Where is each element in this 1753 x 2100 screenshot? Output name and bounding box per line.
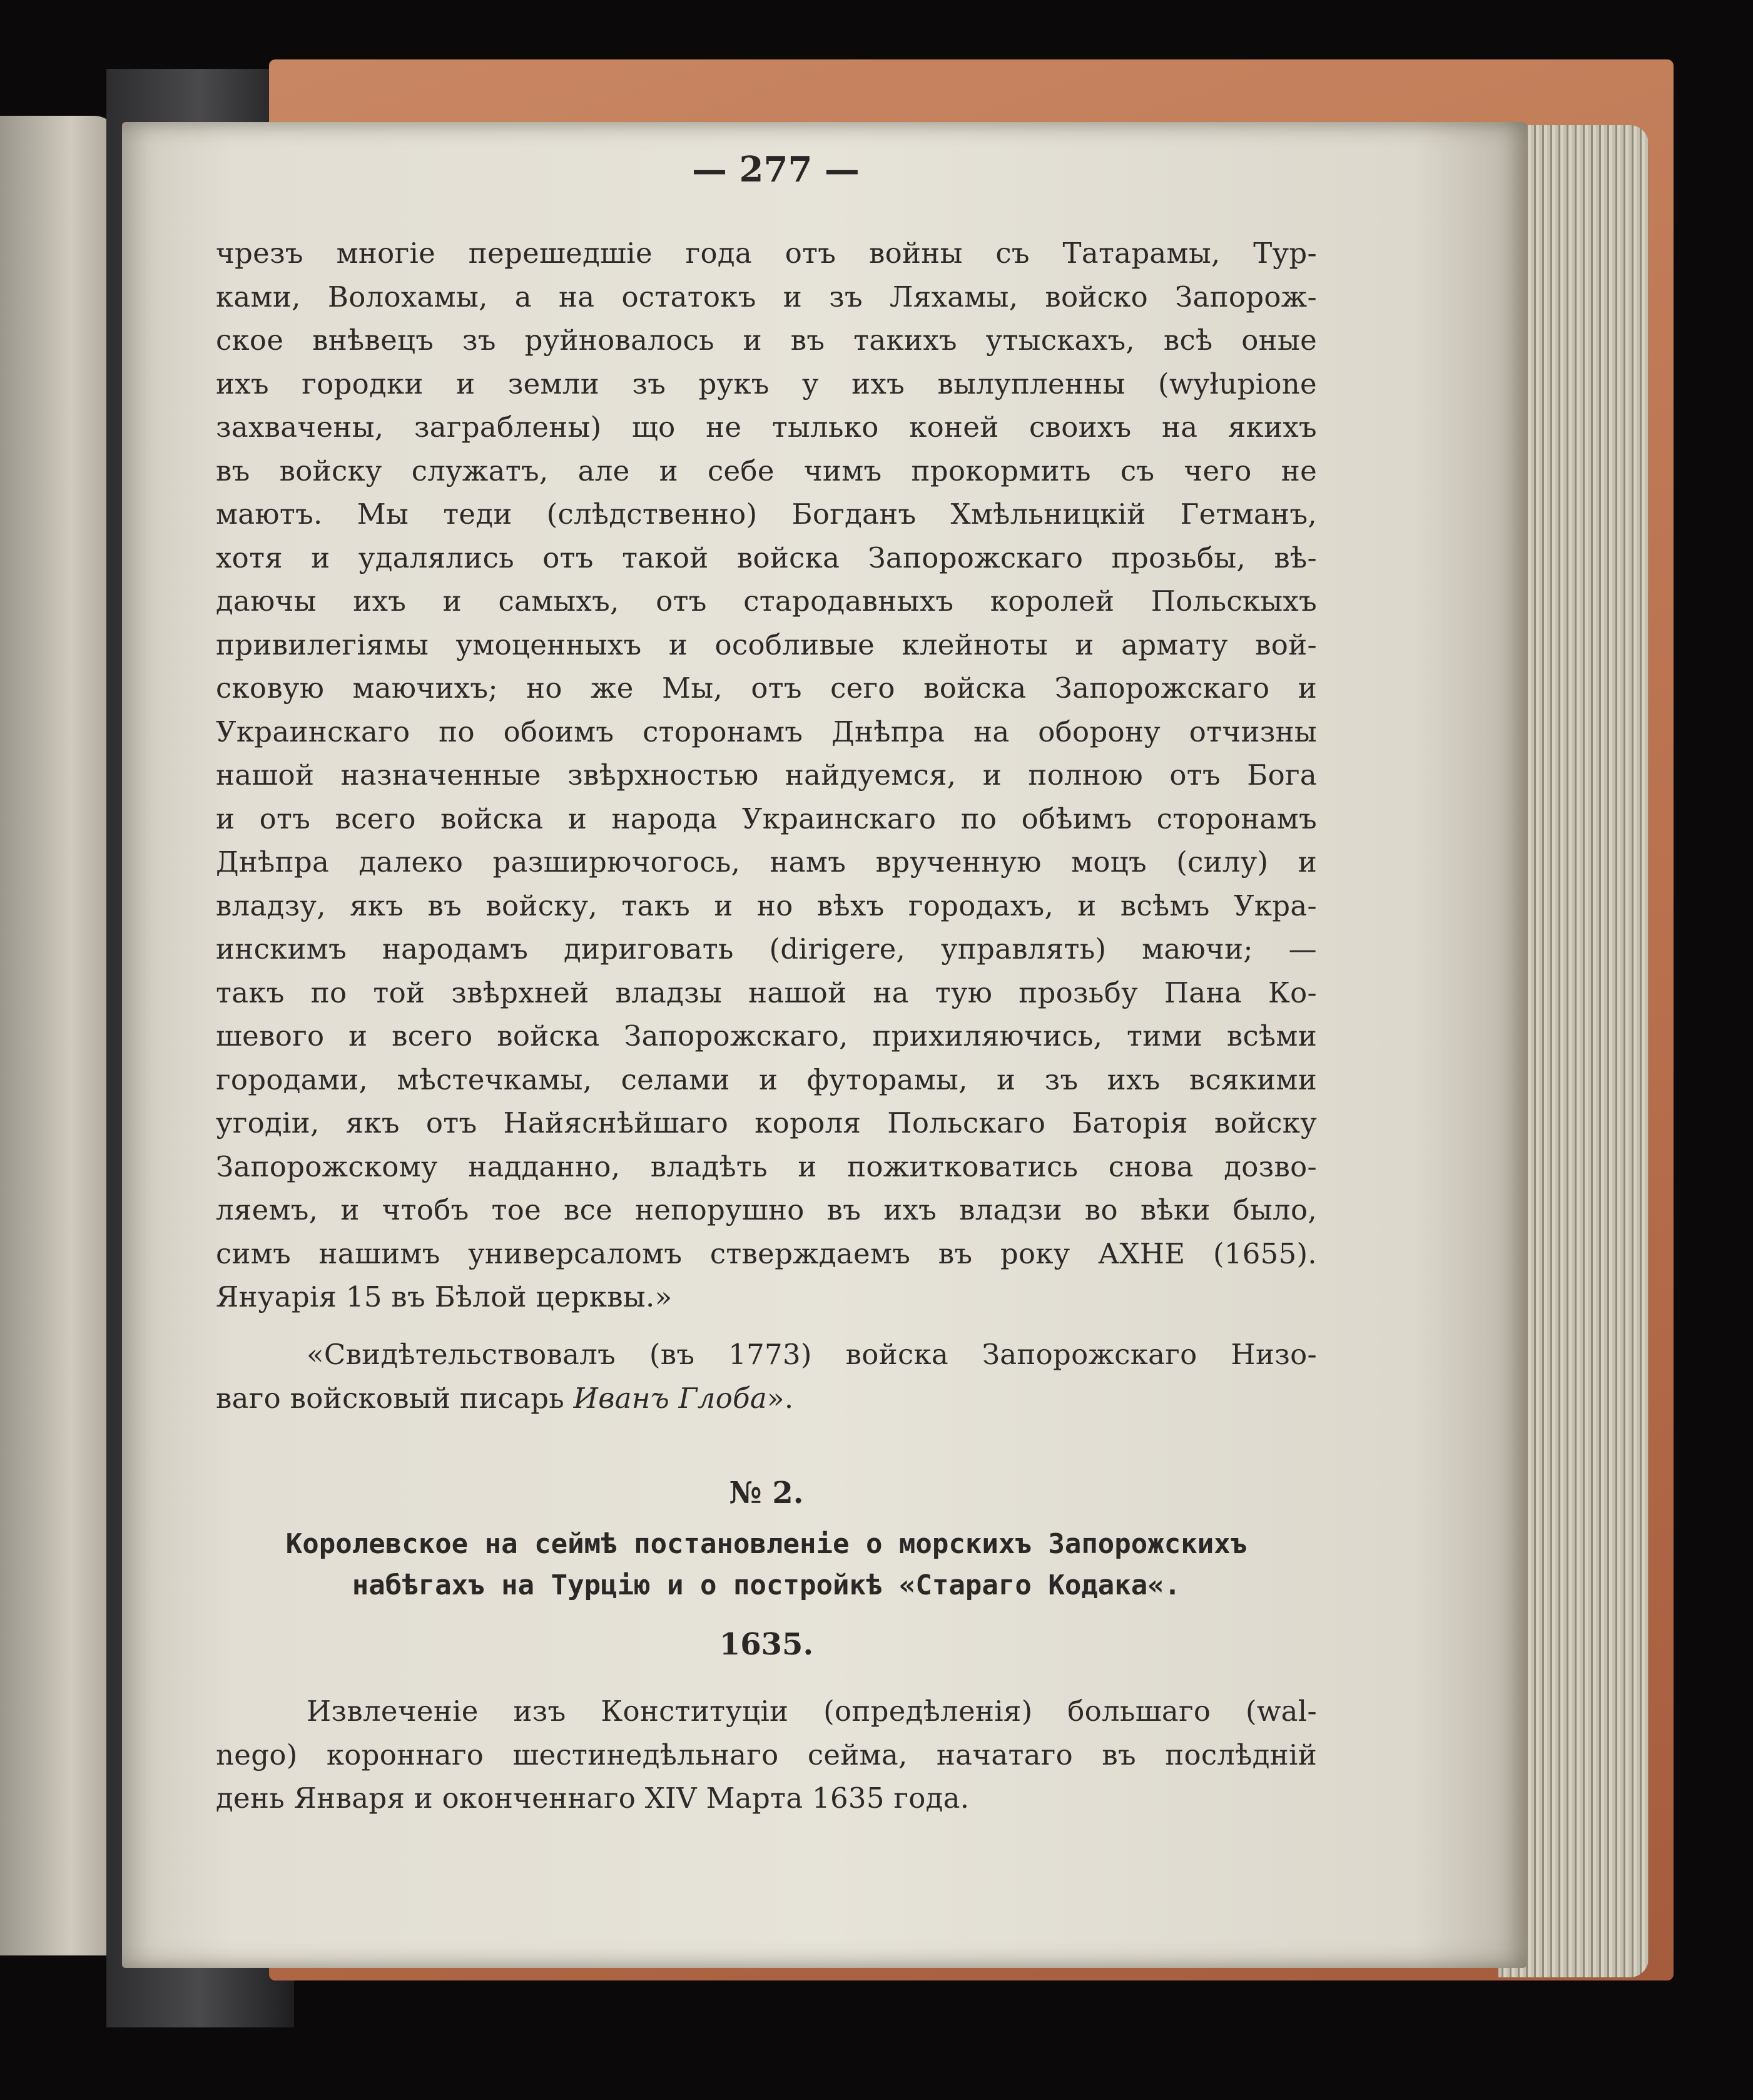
author-name: Иванъ Глоба — [573, 1381, 767, 1415]
text-line: инскимъ народамъ дириговать (dirigere, управлять) маючи; — — [216, 932, 1317, 966]
text-line: шевого и всего войска Запорожскаго, прихиляючись, тими всѣми — [216, 1019, 1317, 1053]
text-line: Днѣпра далеко разширючогось, намъ врученную моцъ (силу) и — [216, 845, 1317, 879]
text-line: день Января и оконченнаго XIV Марта 1635 года. — [216, 1781, 970, 1815]
section-number: № 2. — [729, 1476, 804, 1511]
paragraph-2 — [216, 1333, 1317, 1420]
text-line: хотя и удалялись отъ такой войска Запорожскаго прозьбы, вѣ- — [216, 541, 1317, 574]
text-line: въ войску служатъ, але и себе чимъ прокормить съ чего не — [216, 454, 1317, 487]
text-span: ваго войсковый писарь — [216, 1381, 574, 1415]
text-line: Извлеченіе изъ Конституціи (опредѣленія) большаго (wal- — [307, 1695, 1317, 1728]
text-line: ляемъ, и чтобъ тое все непорушно въ ихъ владзи во вѣки было, — [216, 1193, 1317, 1226]
paragraph-1 — [216, 232, 1317, 1319]
paragraph-3 — [216, 1690, 1317, 1820]
text-line: маютъ. Мы теди (слѣдственно) Богданъ Хмѣльницкій Гетманъ, — [216, 497, 1317, 531]
text-line: и отъ всего войска и народа Украинскаго по обѣимъ сторонамъ — [216, 802, 1317, 835]
text-line: угодіи, якъ отъ Найяснѣйшаго короля Польскаго Баторія войску — [216, 1106, 1317, 1139]
text-line: захвачены, заграблены) що не тылько коней своихъ на якихъ — [216, 410, 1317, 444]
text-line: ское внѣвецъ зъ руйновалось и въ такихъ утыскахъ, всѣ оные — [216, 324, 1317, 357]
section-year: 1635. — [719, 1627, 814, 1662]
text-line: Януарія 15 въ Бѣлой церквы.» — [216, 1280, 673, 1313]
text-line: такъ по той звѣрхней владзы нашой на тую прозьбу Пана Ко- — [216, 976, 1317, 1009]
text-line: привилегіямы умоценныхъ и особливые клейноты и армату вой- — [216, 628, 1317, 661]
text-line: Запорожскому надданно, владѣть и пожитковатись снова дозво- — [216, 1149, 1317, 1183]
section-title-line-1: Королевское на сеймѣ постановленіе о морскихъ Запорожскихъ — [285, 1528, 1247, 1560]
left-page-edge — [0, 116, 119, 1955]
text-line — [216, 1377, 1317, 1420]
page-number: — 277 — — [692, 149, 860, 190]
section-title-line-2: набѣгахъ на Турцію и о постройкѣ «Стараго Кодака«. — [352, 1569, 1181, 1601]
text-line: Украинскаго по обоимъ сторонамъ Днѣпра на оборону отчизны — [216, 715, 1317, 748]
text-span: ». — [767, 1381, 794, 1415]
text-line: «Свидѣтельствовалъ (въ 1773) войска Запорожскаго Низо- — [307, 1338, 1317, 1371]
text-line: даючы ихъ и самыхъ, отъ стародавныхъ королей Польскыхъ — [216, 584, 1317, 618]
text-line: ками, Волохамы, а на остатокъ и зъ Ляхамы, войско Запорож- — [216, 280, 1317, 313]
text-line: ихъ городки и земли зъ рукъ у ихъ вылупленны (wyłupione — [216, 367, 1317, 400]
text-line: nego) короннаго шестинедѣльнаго сейма, начатаго въ послѣдній — [216, 1738, 1317, 1771]
text-line: владзу, якъ въ войску, такъ и но вѣхъ городахъ, и всѣмъ Укра- — [216, 889, 1317, 922]
text-line: чрезъ многіе перешедшіе года отъ войны съ Татарамы, Тур- — [216, 237, 1317, 270]
text-line: сковую маючихъ; но же Мы, отъ сего войска Запорожскаго и — [216, 671, 1317, 705]
text-line: городами, мѣстечкамы, селами и футорамы, и зъ ихъ всякими — [216, 1063, 1317, 1096]
text-line: нашой назначенные звѣрхностью найдуемся, и полною отъ Бога — [216, 758, 1317, 792]
text-line: симъ нашимъ универсаломъ стверждаемъ въ року АХНЕ (1655). — [216, 1236, 1317, 1270]
